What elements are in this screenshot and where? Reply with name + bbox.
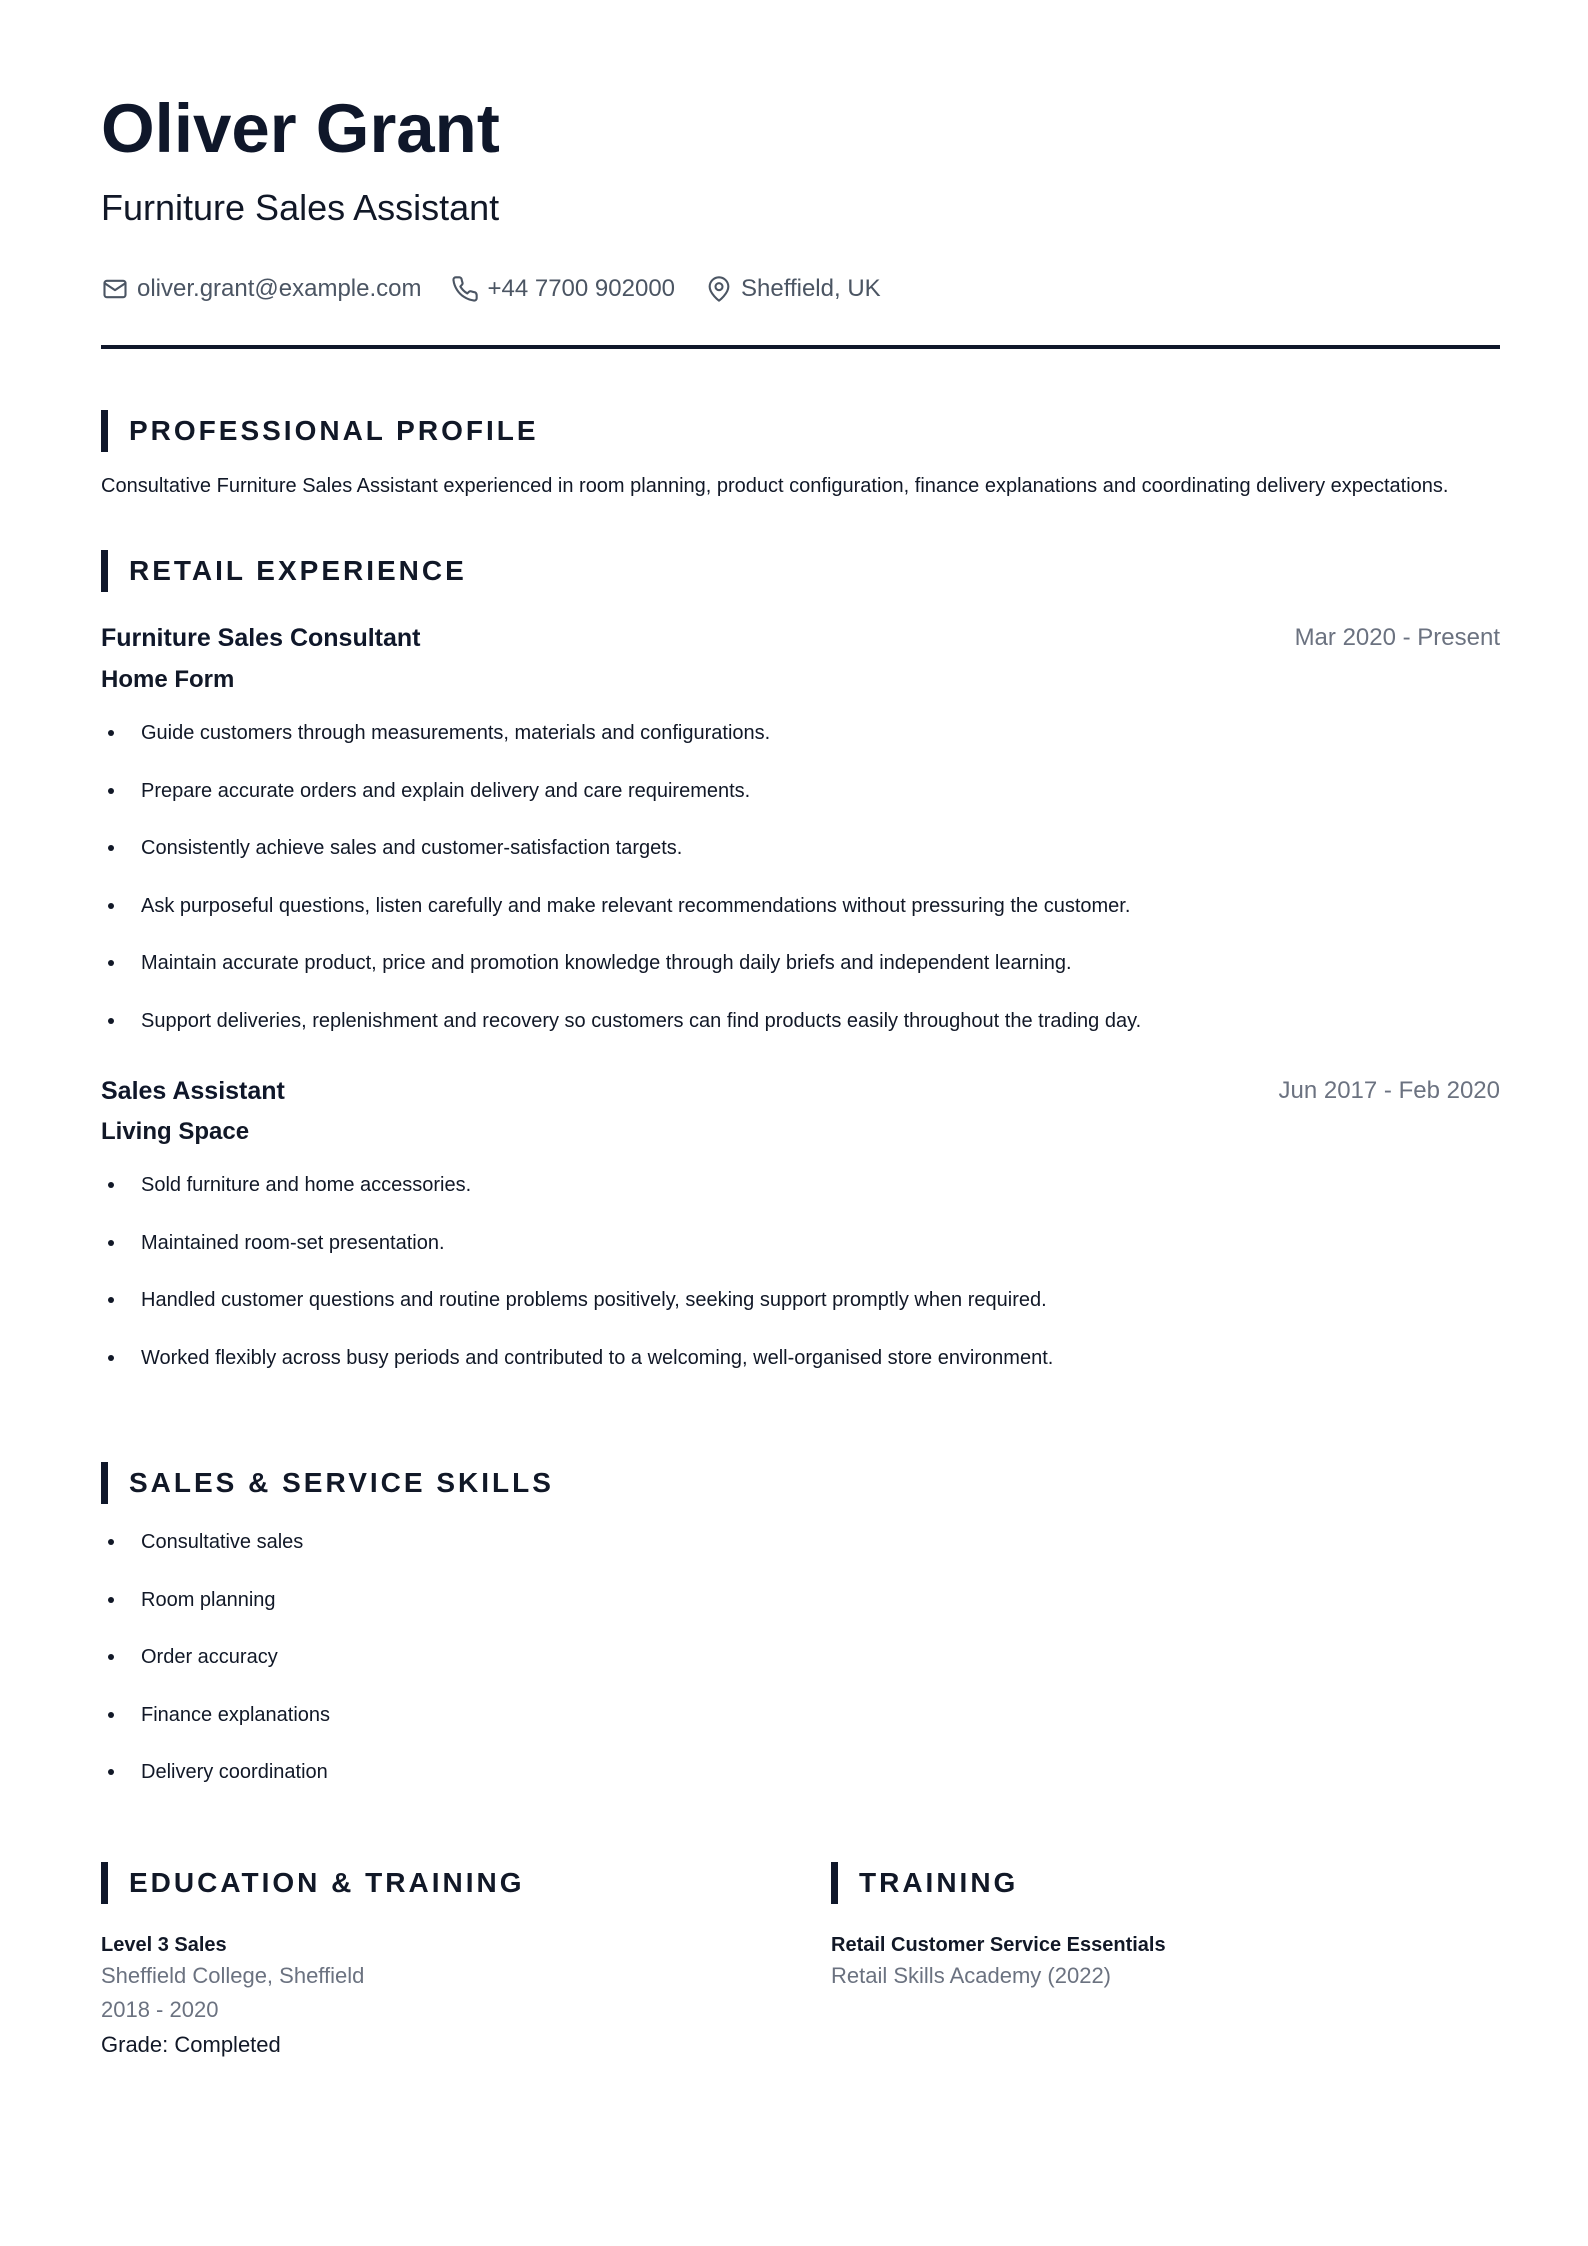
list-item: Ask purposeful questions, listen carefully and make relevant recommendations without pressuring the customer.	[101, 892, 1500, 950]
list-item: Guide customers through measurements, materials and configurations.	[101, 719, 1500, 777]
contact-phone	[451, 275, 675, 303]
section-title: RETAIL EXPERIENCE	[129, 555, 467, 586]
section-title: SALES & SERVICE SKILLS	[129, 1467, 554, 1498]
skill-item: Order accuracy	[101, 1643, 1500, 1701]
phone-icon	[451, 275, 479, 303]
section-accent-bar	[831, 1862, 838, 1904]
contact-email	[101, 275, 421, 303]
section-title: TRAINING	[859, 1867, 1019, 1898]
job-company: Home Form	[101, 666, 235, 693]
job-company: Living Space	[101, 1118, 250, 1145]
skills-list	[101, 1528, 1500, 1816]
list-item: Consistently achieve sales and customer-satisfaction targets.	[101, 834, 1500, 892]
list-item: Prepare accurate orders and explain delivery and care requirements.	[101, 777, 1500, 835]
education-years: 2018 - 2020	[101, 1997, 219, 2022]
mail-icon	[101, 275, 129, 303]
email-text: oliver.grant@example.com	[137, 275, 422, 302]
education-grade: Grade: Completed	[101, 2032, 281, 2057]
contact-row	[101, 270, 911, 308]
list-item: Support deliveries, replenishment and recovery so customers can find products easily throughout the trading day.	[101, 1007, 1500, 1065]
education-column	[101, 1862, 761, 2063]
institution-name: Sheffield College, Sheffield	[101, 1963, 365, 1988]
section-title: PROFESSIONAL PROFILE	[129, 415, 539, 446]
section-heading-profile	[101, 410, 539, 452]
list-item: Maintained room-set presentation.	[101, 1229, 1500, 1287]
phone-text: +44 7700 902000	[487, 275, 676, 302]
section-accent-bar	[101, 1862, 108, 1904]
skill-item: Room planning	[101, 1586, 1500, 1644]
skill-item: Consultative sales	[101, 1528, 1500, 1586]
contact-location	[705, 275, 881, 303]
location-text: Sheffield, UK	[741, 275, 881, 302]
section-accent-bar	[101, 410, 108, 452]
qualification-name: Level 3 Sales	[101, 1934, 227, 1956]
skill-item: Finance explanations	[101, 1701, 1500, 1759]
section-heading-experience	[101, 550, 467, 592]
section-accent-bar	[101, 550, 108, 592]
job-bullets	[101, 719, 1500, 1064]
list-item: Sold furniture and home accessories.	[101, 1171, 1500, 1229]
skill-item: Delivery coordination	[101, 1758, 1500, 1816]
job-title: Furniture Sales Consultant	[101, 624, 421, 652]
candidate-role: Furniture Sales Assistant	[101, 187, 500, 228]
job-bullets	[101, 1171, 1500, 1401]
section-heading-education	[101, 1862, 524, 1904]
header-divider	[101, 345, 1500, 349]
candidate-name: Oliver Grant	[101, 90, 500, 167]
job-dates: Jun 2017 - Feb 2020	[1278, 1077, 1500, 1104]
job-dates: Mar 2020 - Present	[1294, 624, 1500, 651]
list-item: Worked flexibly across busy periods and contributed to a welcoming, well-organised store environment.	[101, 1344, 1500, 1402]
map-pin-icon	[705, 275, 733, 303]
section-title: EDUCATION & TRAINING	[129, 1867, 525, 1898]
training-provider: Retail Skills Academy (2022)	[831, 1963, 1112, 1988]
job-title: Sales Assistant	[101, 1077, 285, 1105]
training-column	[831, 1862, 1491, 1993]
section-heading-training	[831, 1862, 1018, 1904]
training-course: Retail Customer Service Essentials	[831, 1934, 1166, 1956]
list-item: Handled customer questions and routine problems positively, seeking support promptly when required.	[101, 1286, 1500, 1344]
list-item: Maintain accurate product, price and promotion knowledge through daily briefs and independent learning.	[101, 949, 1500, 1007]
profile-summary: Consultative Furniture Sales Assistant experienced in room planning, product configuration, finance explanations and coordinating delivery expectations.	[101, 475, 1449, 497]
section-heading-skills	[101, 1462, 554, 1504]
section-accent-bar	[101, 1462, 108, 1504]
